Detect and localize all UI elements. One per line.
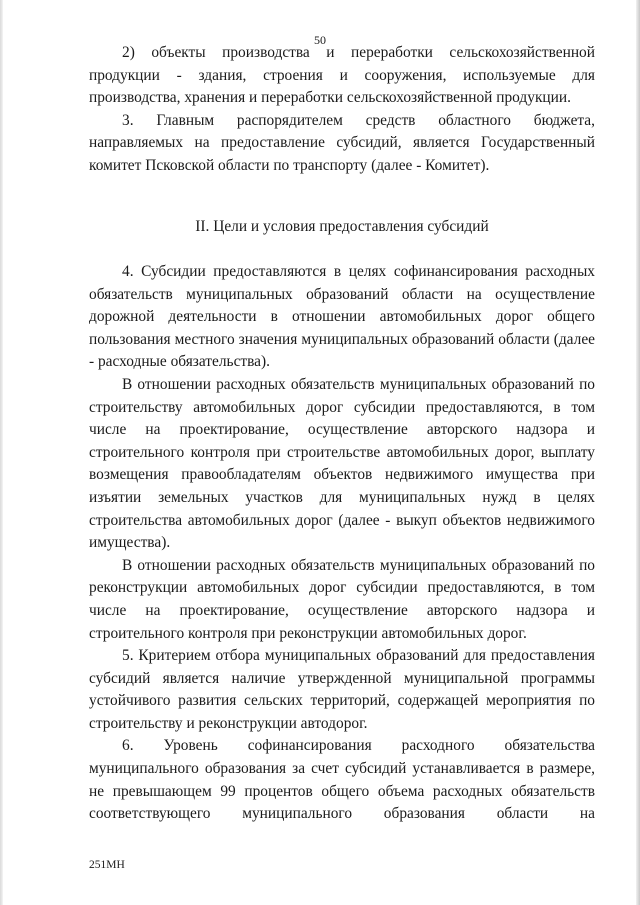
scan-edge-left [0, 0, 3, 905]
text-block-main [89, 261, 595, 826]
paragraph-item-6-cofinancing: 6. Уровень софинансирования расходного обязательства муниципального образования за счет субсидий устанавливается в размере, не превышающем 99 процентов общего объема расходных обязательств соответствующего муниципального образования области на [89, 737, 595, 823]
scan-edge-right [636, 0, 640, 905]
text-block-top [89, 42, 595, 178]
paragraph-item-3-distributor: 3. Главным распорядителем средств областного бюджета, направляемых на предоставление субсидий, является Государственный комитет Псковской области по транспорту (далее - Комитет). [89, 111, 595, 174]
paragraph-item-5-criterion: 5. Критерием отбора муниципальных образований для предоставления субсидий является наличие утвержденной муниципальной программы устойчивого развития сельских территорий, содержащей мероприятия по строительству и реконструкции автодорог. [89, 647, 595, 732]
page-number: 50 [314, 33, 326, 47]
paragraph-construction: В отношении расходных обязательств муниципальных образований по строительству автомобильных дорог субсидии предоставляются, в том числе на проектирование, осуществление авторского надзора и строительного контроля при строительстве автомобильных дорог, выплату возмещения правообладателям объектов недвижимого имущества при изъятии земельных участков для муниципальных нужд в целях строительства автомобильных дорог (далее - выкуп объектов недвижимого имущества). [89, 375, 595, 552]
section-heading: II. Цели и условия предоставления субсидий [195, 218, 489, 235]
paragraph-item-4-purpose: 4. Субсидии предоставляются в целях софинансирования расходных обязательств муниципальных образований области на осуществление дорожной деятельности в отношении автомобильных дорог общего пользования местного значения муниципальных образований области (далее - расходные обязательства). [89, 263, 595, 371]
document-code: 251МН [89, 859, 125, 871]
paragraph-item-2-objects: 2) объекты производства и переработки сельскохозяйственной продукции - здания, строения и сооружения, используемые для производства, хранения и переработки сельскохозяйственной продукции. [89, 44, 595, 107]
paragraph-reconstruction: В отношении расходных обязательств муниципальных образований по реконструкции автомобильных дорог субсидии предоставляются, в том числе на проектирование, осуществление авторского надзора и строительного контроля при реконструкции автомобильных дорог. [89, 556, 595, 642]
